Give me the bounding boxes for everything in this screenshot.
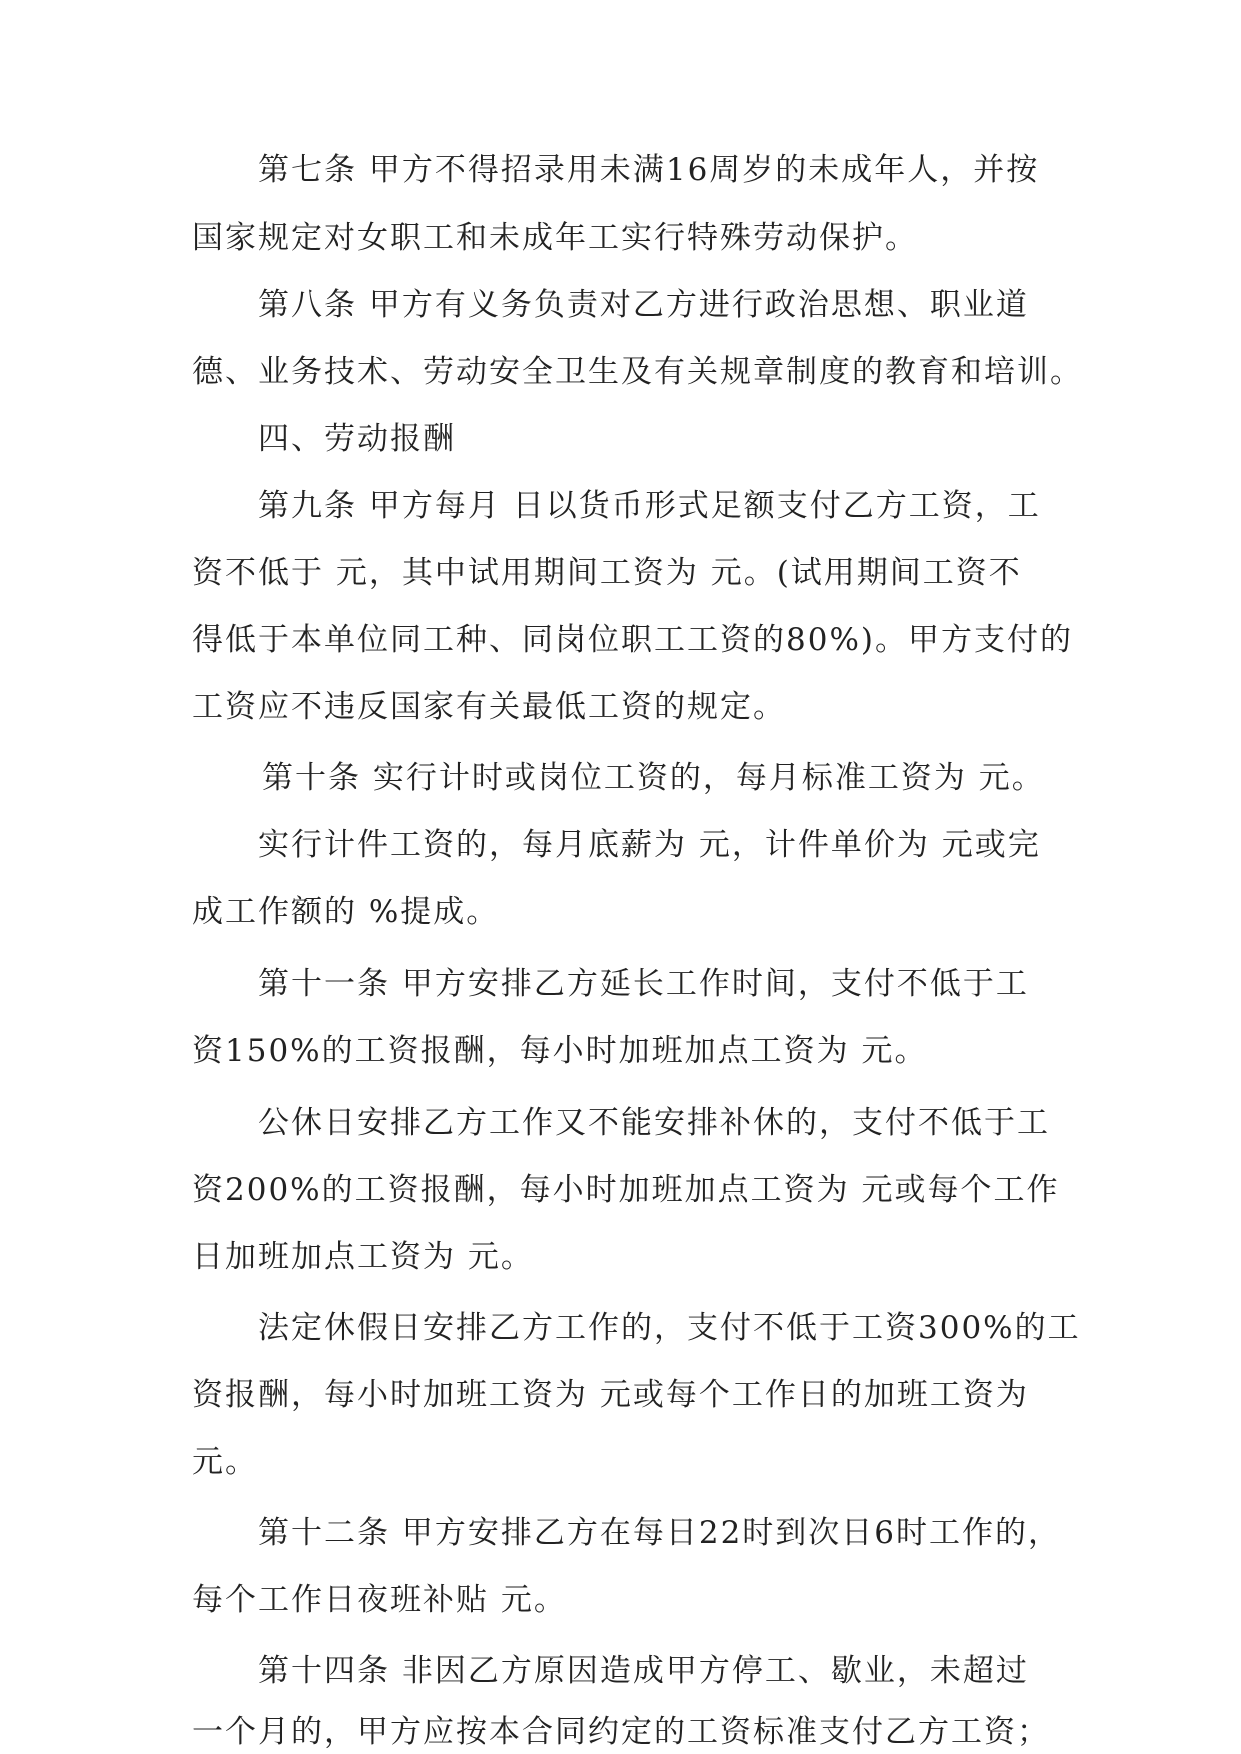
article-11-line-3: 公休日安排乙方工作又不能安排补休的，支付不低于工 [258,1105,1050,1141]
article-11-line-8: 元。 [192,1444,258,1480]
section-heading: 四、劳动报酬 [258,421,456,457]
article-10-line-3: 成工作额的 %提成。 [192,894,500,930]
article-11-line-7: 资报酬，每小时加班工资为 元或每个工作日的加班工资为 [192,1377,1029,1413]
article-9-line-4: 工资应不违反国家有关最低工资的规定。 [192,689,786,725]
article-12-line-2: 每个工作日夜班补贴 元。 [192,1582,567,1618]
article-9-line-1: 第九条 甲方每月 日以货币形式足额支付乙方工资，工 [258,488,1041,524]
article-8-line-1: 第八条 甲方有义务负责对乙方进行政治思想、职业道 [258,287,1029,323]
article-8-line-2: 德、业务技术、劳动安全卫生及有关规章制度的教育和培训。 [192,354,1083,390]
article-9-line-2: 资不低于 元，其中试用期间工资为 元。(试用期间工资不 [192,555,1022,591]
article-7-line-1: 第七条 甲方不得招录用未满16周岁的未成年人，并按 [258,152,1040,188]
article-12-line-1: 第十二条 甲方安排乙方在每日22时到次日6时工作的， [258,1515,1062,1551]
article-14-line-2: 一个月的，甲方应按本合同约定的工资标准支付乙方工资； [192,1714,1050,1750]
article-11-line-1: 第十一条 甲方安排乙方延长工作时间，支付不低于工 [258,966,1029,1002]
article-14-line-1: 第十四条 非因乙方原因造成甲方停工、歇业，未超过 [258,1653,1029,1689]
article-11-line-6: 法定休假日安排乙方工作的，支付不低于工资300%的工 [258,1310,1081,1346]
article-9-line-3: 得低于本单位同工种、同岗位职工工资的80%)。甲方支付的 [192,622,1073,658]
article-11-line-4: 资200%的工资报酬，每小时加班加点工资为 元或每个工作 [192,1172,1060,1208]
article-11-line-2: 资150%的工资报酬，每小时加班加点工资为 元。 [192,1033,928,1069]
article-11-line-5: 日加班加点工资为 元。 [192,1239,534,1275]
article-10-line-1: 第十条 实行计时或岗位工资的，每月标准工资为 元。 [262,760,1045,796]
article-7-line-2: 国家规定对女职工和未成年工实行特殊劳动保护。 [192,220,918,256]
article-10-line-2: 实行计件工资的，每月底薪为 元，计件单价为 元或完 [258,827,1041,863]
